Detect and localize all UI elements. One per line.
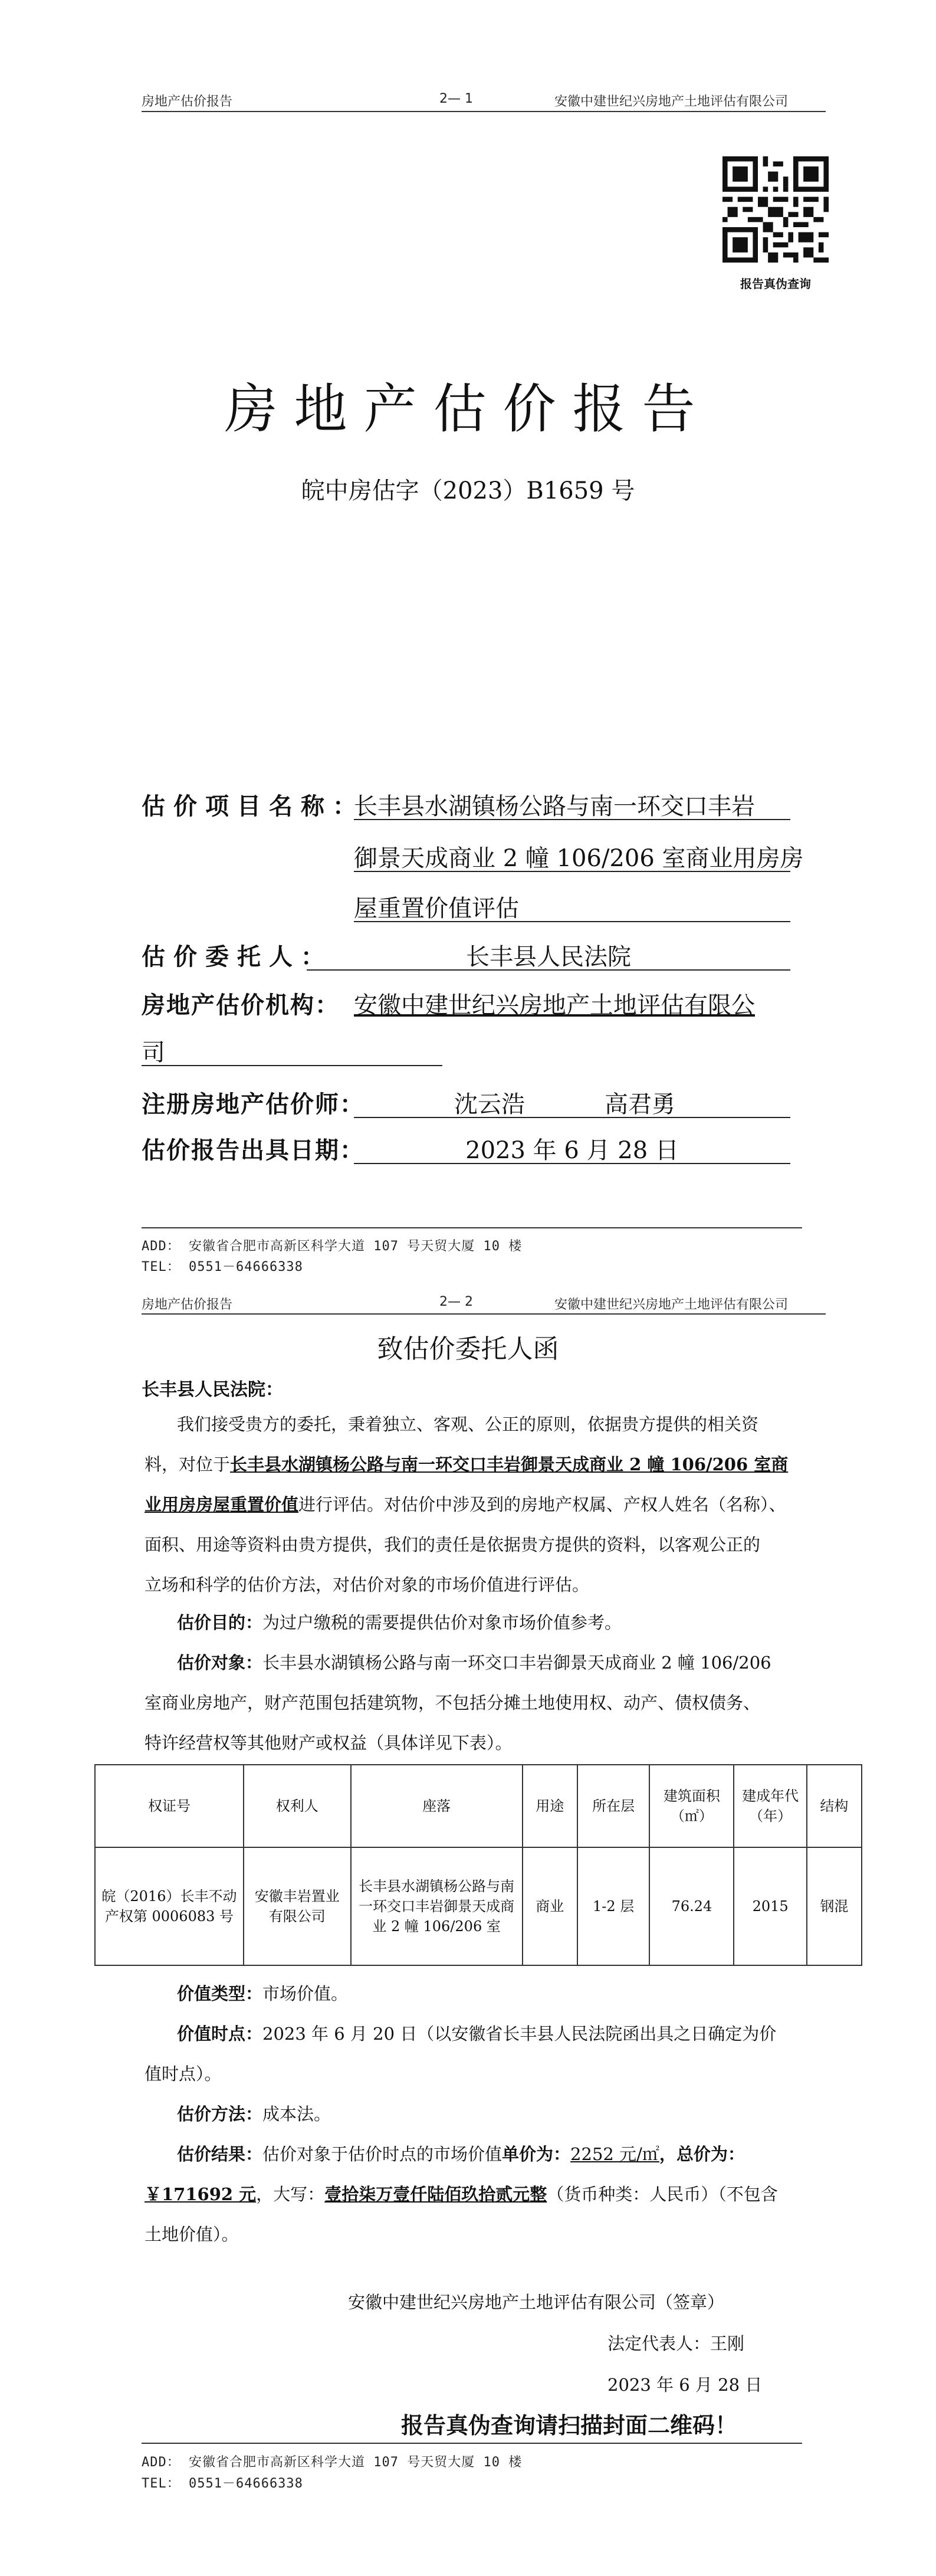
agency-value-line-2: 司 <box>142 1039 165 1066</box>
footer-address: ADD： 安徽省合肥市高新区科学大道 107 号天贸大厦 10 楼 <box>142 2455 523 2470</box>
project-name-line-2: 御景天成商业 2 幢 106/206 室商业用房房 <box>354 845 804 872</box>
letter-para-line-3: 业用房房屋重置价值进行评估。对估价中涉及到的房地产权属、产权人姓名（名称）、 <box>144 1495 786 1515</box>
report-number: 皖中房估字（2023）B1659 号 <box>301 477 635 504</box>
appraiser-name-2: 高君勇 <box>605 1091 675 1118</box>
header-page-number: 2— 2 <box>439 1294 473 1309</box>
object-line-1: 估价对象：长丰县水湖镇杨公路与南一环交口丰岩御景天成商业 2 幢 106/206 <box>177 1653 771 1673</box>
project-name-label: 估价项目名称： <box>142 792 364 820</box>
letter-para-line-1: 我们接受贵方的委托，秉着独立、客观、公正的原则，依据贵方提供的相关资 <box>177 1414 759 1434</box>
footer-rule <box>142 1227 802 1228</box>
table-header-row <box>95 1765 862 1847</box>
underline <box>354 1117 790 1118</box>
cell-floor: 1-2 层 <box>577 1847 650 1965</box>
result-line-1: 估价结果：估价对象于估价时点的市场价值单价为：2252 元/㎡，总价为： <box>177 2144 745 2164</box>
letter-title: 致估价委托人函 <box>377 1334 559 1364</box>
signing-date: 2023 年 6 月 28 日 <box>607 2375 763 2395</box>
report-title: 房地产估价报告 <box>224 378 712 440</box>
col-header-owner: 权利人 <box>244 1765 351 1847</box>
purpose-line: 估价目的：为过户缴税的需要提供估价对象市场价值参考。 <box>177 1613 622 1633</box>
header-page-number: 2— 1 <box>439 91 473 106</box>
letter-para-line-2: 料，对位于长丰县水湖镇杨公路与南一环交口丰岩御景天成商业 2 幢 106/206 室商 <box>144 1454 789 1474</box>
header-right: 安徽中建世纪兴房地产土地评估有限公司 <box>554 94 789 109</box>
col-header-structure: 结构 <box>807 1765 862 1847</box>
cell-use: 商业 <box>523 1847 577 1965</box>
issue-date-value: 2023 年 6 月 28 日 <box>465 1137 679 1164</box>
footer-address: ADD： 安徽省合肥市高新区科学大道 107 号天贸大厦 10 楼 <box>142 1239 523 1254</box>
cell-structure: 钢混 <box>807 1847 862 1965</box>
col-header-location: 座落 <box>351 1765 523 1847</box>
value-type-line: 价值类型：市场价值。 <box>177 1984 349 2004</box>
underline <box>354 871 790 872</box>
header-left: 房地产估价报告 <box>142 1297 233 1312</box>
issue-date-label: 估价报告出具日期： <box>142 1136 364 1164</box>
col-header-floor: 所在层 <box>577 1765 650 1847</box>
letter-para-line-5: 立场和科学的估价方法，对估价对象的市场价值进行评估。 <box>144 1575 590 1595</box>
project-name-line-1: 长丰县水湖镇杨公路与南一环交口丰岩 <box>354 793 755 820</box>
cell-cert: 皖（2016）长丰不动产权第 0006083 号 <box>95 1847 244 1965</box>
header-left: 房地产估价报告 <box>142 94 233 109</box>
col-header-use: 用途 <box>523 1765 577 1847</box>
underline <box>354 819 790 820</box>
header-rule <box>142 1313 826 1315</box>
cell-owner: 安徽丰岩置业有限公司 <box>244 1847 351 1965</box>
agency-value-line-1: 安徽中建世纪兴房地产土地评估有限公 <box>354 992 755 1019</box>
table-row <box>95 1847 862 1965</box>
value-time-line-1: 价值时点：2023 年 6 月 20 日（以安徽省长丰县人民法院函出具之日确定为价 <box>177 2024 777 2044</box>
underline <box>354 1163 790 1164</box>
object-line-2: 室商业房地产，财产范围包括建筑物，不包括分摊土地使用权、动产、债权债务、 <box>144 1693 761 1713</box>
col-header-year: 建成年代（年） <box>734 1765 806 1847</box>
project-name-line-3: 屋重置价值评估 <box>354 895 519 922</box>
footer-phone: TEL： 0551－64666338 <box>142 1260 303 1274</box>
verification-note: 报告真伪查询请扫描封面二维码！ <box>401 2412 738 2439</box>
client-value: 长丰县人民法院 <box>466 943 631 971</box>
qr-code-icon[interactable] <box>722 156 829 263</box>
cell-location: 长丰县水湖镇杨公路与南一环交口丰岩御景天成商业 2 幢 106/206 室 <box>351 1847 523 1965</box>
salutation: 长丰县人民法院： <box>142 1379 283 1400</box>
underline <box>307 969 790 971</box>
legal-representative: 法定代表人：王刚 <box>607 2334 745 2354</box>
underline <box>142 1065 442 1066</box>
footer-phone: TEL： 0551－64666338 <box>142 2476 303 2491</box>
method-line: 估价方法：成本法。 <box>177 2104 331 2124</box>
result-line-2: ￥171692 元，大写：壹拾柒万壹仟陆佰玖拾贰元整（货币种类：人民币）（不包含 <box>144 2184 778 2204</box>
col-header-cert: 权证号 <box>95 1765 244 1847</box>
agency-label: 房地产估价机构： <box>142 991 340 1019</box>
cell-year: 2015 <box>734 1847 806 1965</box>
appraisers-label: 注册房地产估价师： <box>142 1090 364 1118</box>
underline <box>354 921 790 922</box>
property-table <box>94 1764 862 1966</box>
result-line-3: 土地价值）。 <box>144 2224 239 2244</box>
client-label: 估价委托人： <box>142 943 333 971</box>
header-right: 安徽中建世纪兴房地产土地评估有限公司 <box>554 1297 789 1312</box>
col-header-area: 建筑面积（㎡） <box>649 1765 734 1847</box>
qr-caption: 报告真伪查询 <box>740 277 811 291</box>
cell-area: 76.24 <box>649 1847 734 1965</box>
letter-para-line-4: 面积、用途等资料由贵方提供，我们的责任是依据贵方提供的资料，以客观公正的 <box>144 1535 761 1555</box>
header-rule <box>142 111 826 112</box>
signing-company: 安徽中建世纪兴房地产土地评估有限公司（签章） <box>348 2292 725 2312</box>
value-time-line-2: 值时点）。 <box>144 2064 222 2084</box>
appraiser-name-1: 沈云浩 <box>454 1091 525 1118</box>
footer-rule <box>142 2443 802 2444</box>
object-line-3: 特许经营权等其他财产或权益（具体详见下表）。 <box>144 1733 513 1753</box>
